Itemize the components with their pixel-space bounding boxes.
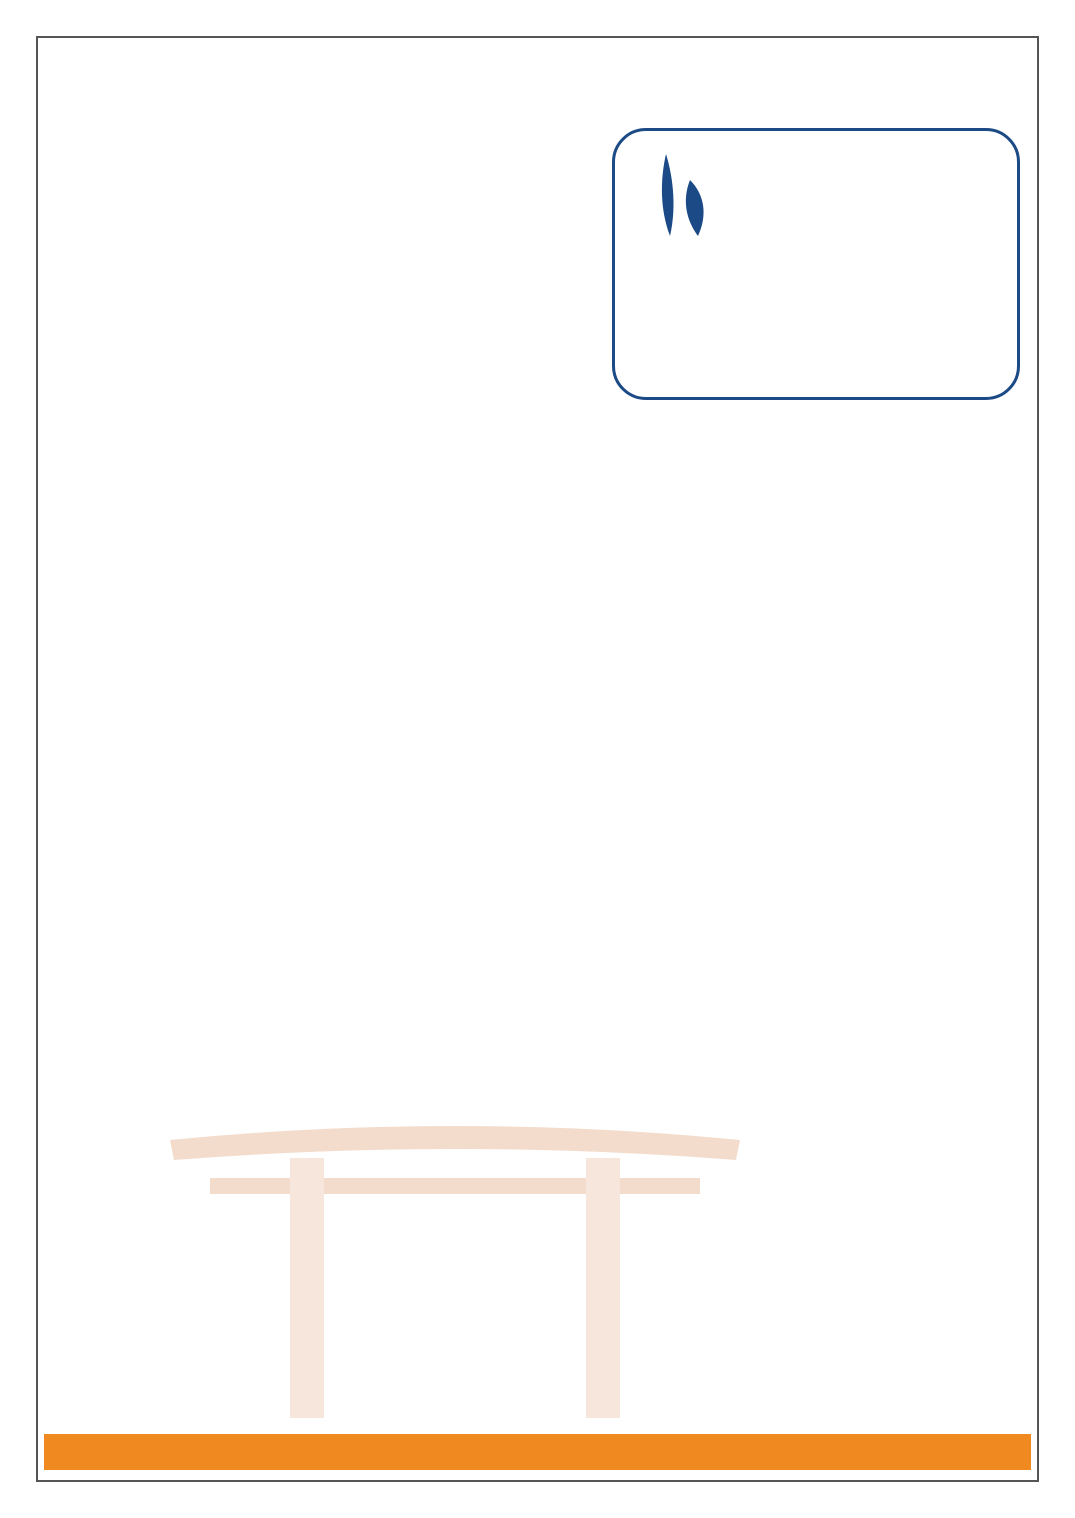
event-description (60, 1240, 760, 1266)
tour-label (938, 1122, 962, 1147)
maple-leaf-pattern-icon (44, 1434, 1031, 1470)
temple-logo-icon (656, 150, 710, 240)
torii-gate-icon (170, 1118, 740, 1418)
autumn-leaves-band (44, 1434, 1031, 1470)
autumn-leaves-border-icon (44, 1408, 1031, 1428)
